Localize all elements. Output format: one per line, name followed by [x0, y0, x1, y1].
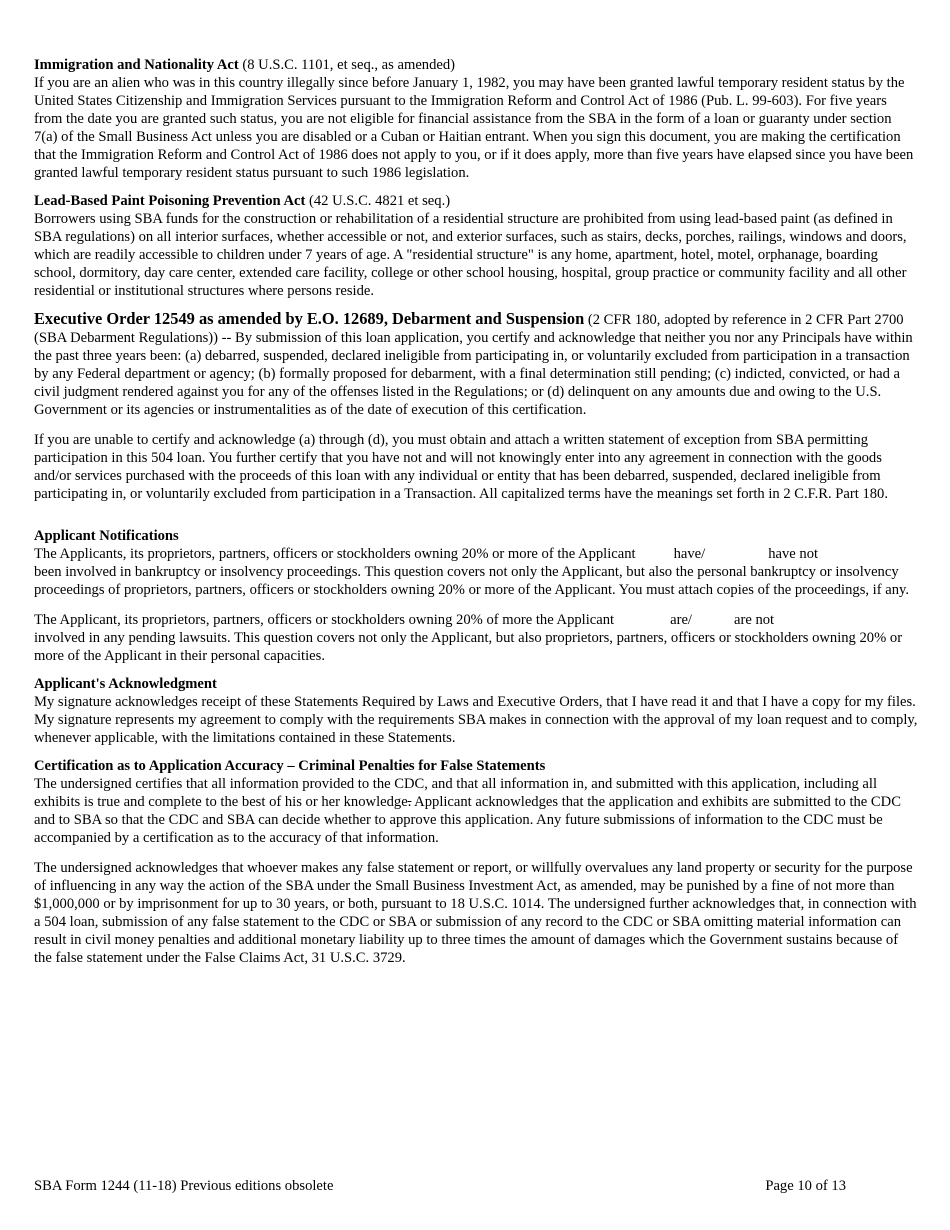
notifications-section — [34, 527, 918, 665]
debarment-title: Executive Order 12549 as amended by E.O. 12689, Debarment and Suspension — [34, 309, 585, 328]
acknowledgment-title: Applicant's Acknowledgment — [34, 676, 217, 692]
immigration-body: If you are an alien who was in this country illegally since before January 1, 1982, you may have been granted lawful temporary resident status by the United States Citizenship and Immigration Services pursuant to the Immigration Reform and Control Act of 1986 (Pub. L. 99-603). For five years from the date you are granted such status, you are not eligible for financial assistance from the SBA in the form of a loan or guaranty under section 7(a) of the Small Business Act unless you are disabled or a Cuban or Haitian entrant. When you sign this document, you are making the certification that the Immigration Reform and Control Act of 1986 does not apply to you, or if it does apply, more than five years have elapsed since you have been granted lawful temporary resident status pursuant to such 1986 legislation. — [34, 75, 914, 181]
bankruptcy-question-rest: been involved in bankruptcy or insolvency proceedings. This question covers not only the Applicant, but also the personal bankruptcy or insolvency proceedings of proprietors, partners, officers or stockholders owning 20% or more of the Applicant. You must attach copies of the proceedings, if any. — [34, 564, 910, 598]
have-option[interactable]: have/ — [673, 546, 706, 562]
immigration-heading — [34, 56, 918, 74]
struck-period: . — [407, 794, 412, 810]
are-not-option[interactable]: are not — [733, 612, 775, 628]
immigration-title: Immigration and Nationality Act — [34, 57, 239, 73]
page-number: Page 10 of 13 — [765, 1178, 846, 1194]
lawsuit-question-lead: The Applicant, its proprietors, partners, officers or stockholders owning 20% of more the Applicant — [34, 612, 615, 628]
lawsuit-question-rest: involved in any pending lawsuits. This question covers not only the Applicant, but also proprietors, partners, officers or stockholders owning 20% or more of the Applicant in their personal capacities. — [34, 630, 903, 664]
acknowledgment-body: My signature acknowledges receipt of these Statements Required by Laws and Executive Orders, that I have read it and that I have a copy for my files. My signature represents my agreement to comply with the requirements SBA makes in connection with the approval of my loan request and to comply, whenever applicable, with the limitations contained in these Statements. — [34, 694, 918, 746]
debarment-exception-paragraph: If you are unable to certify and acknowledge (a) through (d), you must obtain and attach a written statement of exception from SBA permitting participation in this 504 loan. You further certify that you have not and will not knowingly enter into any agreement in connection with the goods and/or services purchased with the proceeds of this loan with any individual or entity that has been debarred, suspended, declared ineligible from participating in, or voluntarily excluded from participation in a Transaction. All capitalized terms have the meanings set forth in 2 C.F.R. Part 180. — [34, 432, 889, 502]
certification-title: Certification as to Application Accuracy – Criminal Penalties for False Statements — [34, 758, 546, 774]
certification-body-part2: Applicant acknowledges that the application and exhibits are submitted to the CDC and to SBA so that the CDC and SBA can decide whether to approve this application. Any future submissions of information to the CDC must be accompanied by a certification as to the accuracy of that information. — [34, 794, 901, 846]
certification-section — [34, 757, 918, 967]
form-identifier: SBA Form 1244 (11-18) Previous editions obsolete — [34, 1178, 334, 1194]
notifications-title: Applicant Notifications — [34, 528, 179, 544]
acknowledgment-section — [34, 675, 918, 747]
lead-paint-heading — [34, 192, 918, 210]
lead-paint-body: Borrowers using SBA funds for the construction or rehabilitation of a residential structure are prohibited from using lead-based paint (as defined in SBA regulations) on all interior surfaces, whether accessible or not, and exterior surfaces, such as stairs, decks, porches, railings, windows and doors, which are readily accessible to children under 7 years of age. A "residential structure" is any home, apartment, hotel, motel, orphanage, boarding school, dormitory, day care center, extended care facility, college or other school housing, hospital, group practice or community facility and all other residential or institutional structures where persons reside. — [34, 211, 907, 299]
lead-paint-section — [34, 192, 918, 300]
debarment-section — [34, 310, 918, 503]
lawsuit-question — [34, 611, 918, 665]
lead-paint-title: Lead-Based Paint Poisoning Prevention Act — [34, 193, 306, 209]
certification-body-part1: The undersigned certifies that all information provided to the CDC, and that all information in, and submitted with this application, including all exhibits is true and complete to the best of his or her knowledge — [34, 776, 878, 810]
immigration-section — [34, 56, 918, 182]
debarment-body: (2 CFR 180, adopted by reference in 2 CFR Part 2700 (SBA Debarment Regulations)) -- By submission of this loan application, you certify and acknowledge that neither you nor any Principals have within the past three years been: (a) debarred, suspended, declared ineligible from participating in, or voluntarily excluded from participation in a transaction by any Federal department or agency; (b) formally proposed for debarment, with a final determination still pending; (c) indicted, convicted, or had a civil judgment rendered against you for any of the offenses listed in the Regulations; or (d) delinquent on any amounts due and owing to the U.S. Government or its agencies or instrumentalities as of the date of execution of this certification. — [34, 312, 913, 418]
are-option[interactable]: are/ — [670, 612, 692, 628]
lead-paint-citation: (42 U.S.C. 4821 et seq.) — [309, 193, 451, 209]
debarment-paragraph — [34, 310, 918, 419]
bankruptcy-question-lead: The Applicants, its proprietors, partners, officers or stockholders owning 20% or more of the Applicant — [34, 546, 636, 562]
immigration-citation: (8 U.S.C. 1101, et seq., as amended) — [242, 57, 456, 73]
document-page — [34, 56, 918, 967]
have-not-option[interactable]: have not — [768, 546, 819, 562]
certification-body — [34, 775, 918, 847]
bankruptcy-question — [34, 545, 918, 599]
false-statement-paragraph: The undersigned acknowledges that whoever makes any false statement or report, or willfully overvalues any land property or security for the purpose of influencing in any way the action of the SBA under the Small Business Investment Act, as amended, may be punished by a fine of not more than $1,000,000 or by imprisonment for up to 30 years, or both, pursuant to 18 U.S.C. 1014. The undersigned further acknowledges that, in connection with a 504 loan, submission of any false statement to the CDC or SBA or submission of any record to the CDC or SBA omitting material information can result in civil money penalties and additional monetary liability up to three times the amount of damages which the Government sustains because of the false statement under the False Claims Act, 31 U.S.C. 3729. — [34, 860, 917, 966]
